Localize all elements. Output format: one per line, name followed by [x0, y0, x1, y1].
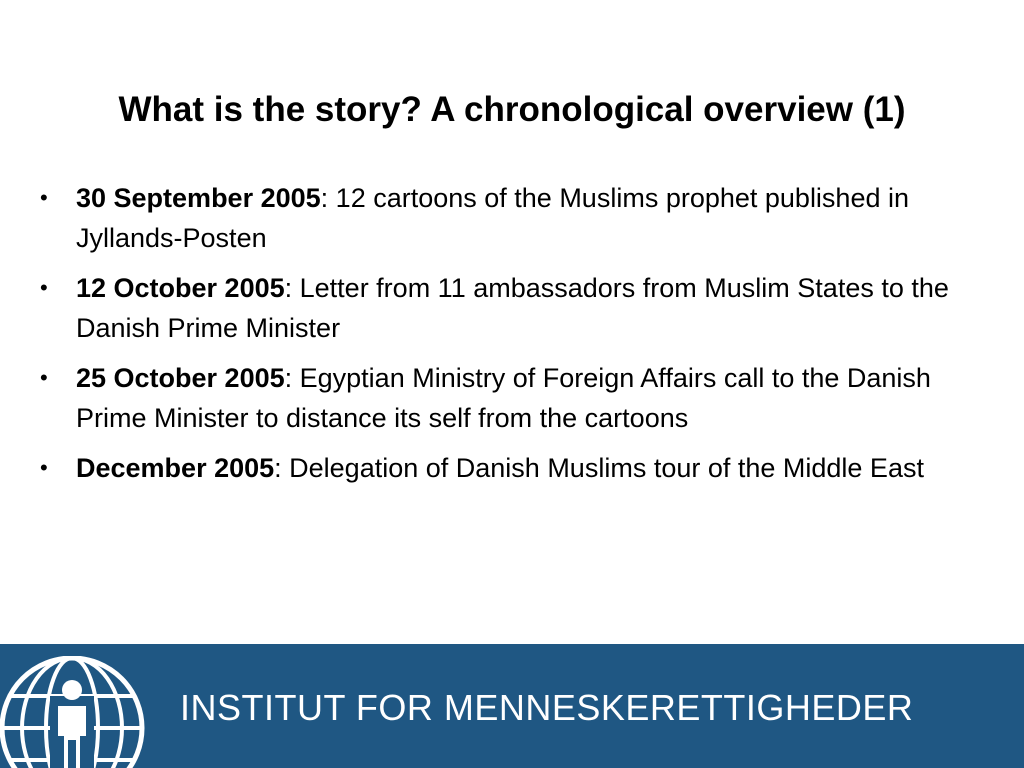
bullet-dot-icon: •	[40, 185, 48, 210]
bullet-date: 25 October 2005	[76, 363, 285, 393]
bullet-date: 12 October 2005	[76, 273, 285, 303]
bullet-dot-icon: •	[40, 275, 48, 300]
bullet-separator: :	[284, 363, 300, 393]
bullet-item	[40, 358, 990, 438]
institute-name: INSTITUT FOR MENNESKERETTIGHEDER	[180, 687, 914, 728]
bullet-separator: :	[274, 453, 290, 483]
footer-banner	[0, 644, 1024, 768]
bullet-text: Delegation of Danish Muslims tour of the Middle East	[289, 453, 924, 483]
bullet-item	[40, 448, 990, 488]
bullet-dot-icon: •	[40, 455, 48, 480]
bullet-separator: :	[320, 183, 336, 213]
bullet-date: 30 September 2005	[76, 183, 321, 213]
slide-title: What is the story? A chronological overview (1)	[118, 90, 906, 129]
bullet-dot-icon: •	[40, 365, 48, 390]
bullet-text: Egyptian Ministry of Foreign Affairs call to the Danish Prime Minister to distance its self from the cartoons	[76, 363, 931, 433]
bullet-item	[40, 268, 990, 348]
bullet-item	[40, 178, 990, 258]
bullet-separator: :	[284, 273, 300, 303]
bullet-date: December 2005	[76, 453, 275, 483]
bullet-text: Letter from 11 ambassadors from Muslim States to the Danish Prime Minister	[76, 273, 949, 343]
bullet-list	[40, 178, 990, 498]
bullet-text: 12 cartoons of the Muslims prophet published in Jyllands-Posten	[76, 183, 909, 253]
globe-person-icon	[0, 656, 150, 768]
